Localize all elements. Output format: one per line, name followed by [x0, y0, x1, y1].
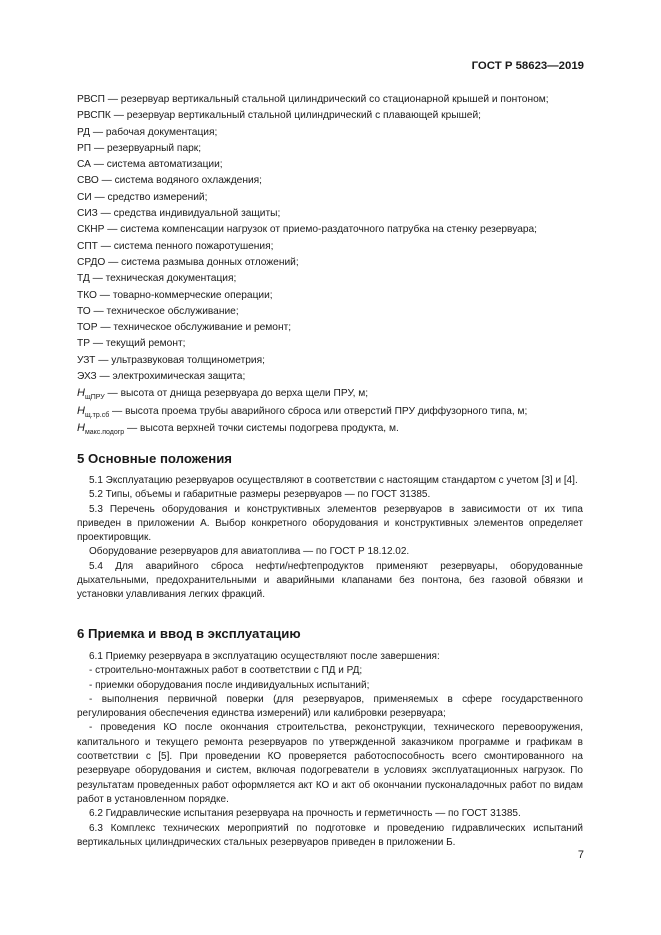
- abbreviation-item: ЭХЗ — электрохимическая защита;: [77, 371, 246, 383]
- paragraph: 5.2 Типы, объемы и габаритные размеры резервуаров — по ГОСТ 31385.: [89, 489, 431, 501]
- symbol-subscript: щПРУ: [84, 394, 105, 402]
- symbol-item: [77, 385, 587, 402]
- abbreviation-item: УЗТ — ультразвуковая толщинометрия;: [77, 354, 265, 366]
- abbreviation-item: СА — система автоматизации;: [77, 159, 223, 171]
- list-item: - приемки оборудования после индивидуальных испытаний;: [89, 679, 370, 691]
- abbreviation-item: РВСП — резервуар вертикальный стальной цилиндрический со стационарной крышей и понтоном;: [77, 94, 549, 105]
- paragraph: 6.3 Комплекс технических мероприятий по подготовке и проведению гидравлических испытаний вертикальных цилиндрических стальных резервуаров приведен в приложении Б.: [77, 822, 583, 848]
- symbol-subscript: щ.тр.сб: [84, 411, 110, 419]
- abbreviation-item: ТОР — техническое обслуживание и ремонт;: [77, 322, 292, 334]
- paragraph: 6.1 Приемку резервуара в эксплуатацию осуществляют после завершения:: [89, 651, 440, 662]
- paragraph: 6.2 Гидравлические испытания резервуара на прочность и герметичность — по ГОСТ 31385.: [89, 808, 521, 820]
- symbol-subscript: макс.подогр: [84, 428, 125, 436]
- abbreviation-item: СКНР — система компенсации нагрузок от приемо-раздаточного патрубка на стенку резервуара;: [77, 224, 538, 236]
- list-item: - выполнения первичной поверки (для резервуаров, применяемых в сфере государственного регулирования обеспечения единства измерений) или калибровки резервуара;: [77, 693, 583, 720]
- abbreviation-item: РП — резервуарный парк;: [77, 142, 202, 154]
- abbreviation-item: ТР — текущий ремонт;: [77, 338, 186, 350]
- abbreviation-item: СПТ — система пенного пожаротушения;: [77, 240, 274, 252]
- symbol-item: [77, 420, 587, 437]
- abbreviation-item: СВО — система водяного охлаждения;: [77, 175, 263, 187]
- abbreviation-item: РВСПК — резервуар вертикальный стальной цилиндрический с плавающей крышей;: [77, 110, 481, 122]
- abbreviations-list: [77, 92, 587, 437]
- symbol-letter: H: [77, 387, 85, 400]
- symbol-definition: — высота от днища резервуара до верха щели ПРУ, м;: [104, 388, 369, 400]
- section-5-heading: 5 Основные положения: [77, 451, 232, 466]
- section-5-body: [77, 474, 583, 603]
- paragraph: 5.3 Перечень оборудования и конструктивных элементов резервуаров в зависимости от их типа приведен в приложении А. Выбор конкретного оборудования и конструктивных элементов определяет проектировщик.: [77, 503, 583, 544]
- section-6-body: [77, 650, 583, 850]
- section-6-heading: 6 Приемка и ввод в эксплуатацию: [77, 626, 301, 641]
- symbol-letter: H: [77, 421, 85, 434]
- abbreviation-item: РД — рабочая документация;: [77, 126, 218, 138]
- abbreviation-item: ТО — техническое обслуживание;: [77, 305, 239, 317]
- abbreviation-item: СРДО — система размыва донных отложений;: [77, 256, 299, 268]
- abbreviation-item: ТКО — товарно-коммерческие операции;: [77, 289, 273, 301]
- symbol-definition: — высота проема трубы аварийного сброса или отверстий ПРУ диффузорного типа, м;: [109, 405, 528, 417]
- paragraph: Оборудование резервуаров для авиатоплива — по ГОСТ Р 18.12.02.: [89, 546, 410, 558]
- symbol-letter: H: [77, 404, 85, 417]
- list-item: - строительно-монтажных работ в соответствии с ПД и РД;: [89, 665, 363, 677]
- abbreviation-item: ТД — техническая документация;: [77, 273, 237, 285]
- paragraph: 5.1 Эксплуатацию резервуаров осуществляют в соответствии с настоящим стандартом с учетом [3] и [4].: [89, 475, 578, 486]
- symbol-item: [77, 403, 587, 420]
- standard-code-header: ГОСТ Р 58623—2019: [471, 60, 584, 72]
- abbreviation-item: СИЗ — средства индивидуальной защиты;: [77, 208, 281, 220]
- symbol-definition: — высота верхней точки системы подогрева продукта, м.: [124, 422, 399, 434]
- list-item: - проведения КО после окончания строительства, реконструкции, технического перевооружения, капитального и текущего ремонта резервуаров по утвержденной заказчиком программе и графикам в соответствии с [5]. При проведении КО проверяется работоспособность всего смонтированного на резервуаре оборудования и систем, включая подогреватели в условиях эксплуатационных нагрузок. По результатам проведенных работ оформляется акт КО и акт об окончании пусконаладочных работ по видам работ в установленном порядке.: [77, 722, 583, 805]
- paragraph: 5.4 Для аварийного сброса нефти/нефтепродуктов применяют резервуары, оборудованные дыхательными, предохранительными и аварийными клапанами без понтона, без газовой обвязки и установки улавливания легких фракций.: [77, 560, 583, 601]
- abbreviation-item: СИ — средство измерений;: [77, 191, 208, 203]
- page-number: 7: [577, 849, 584, 861]
